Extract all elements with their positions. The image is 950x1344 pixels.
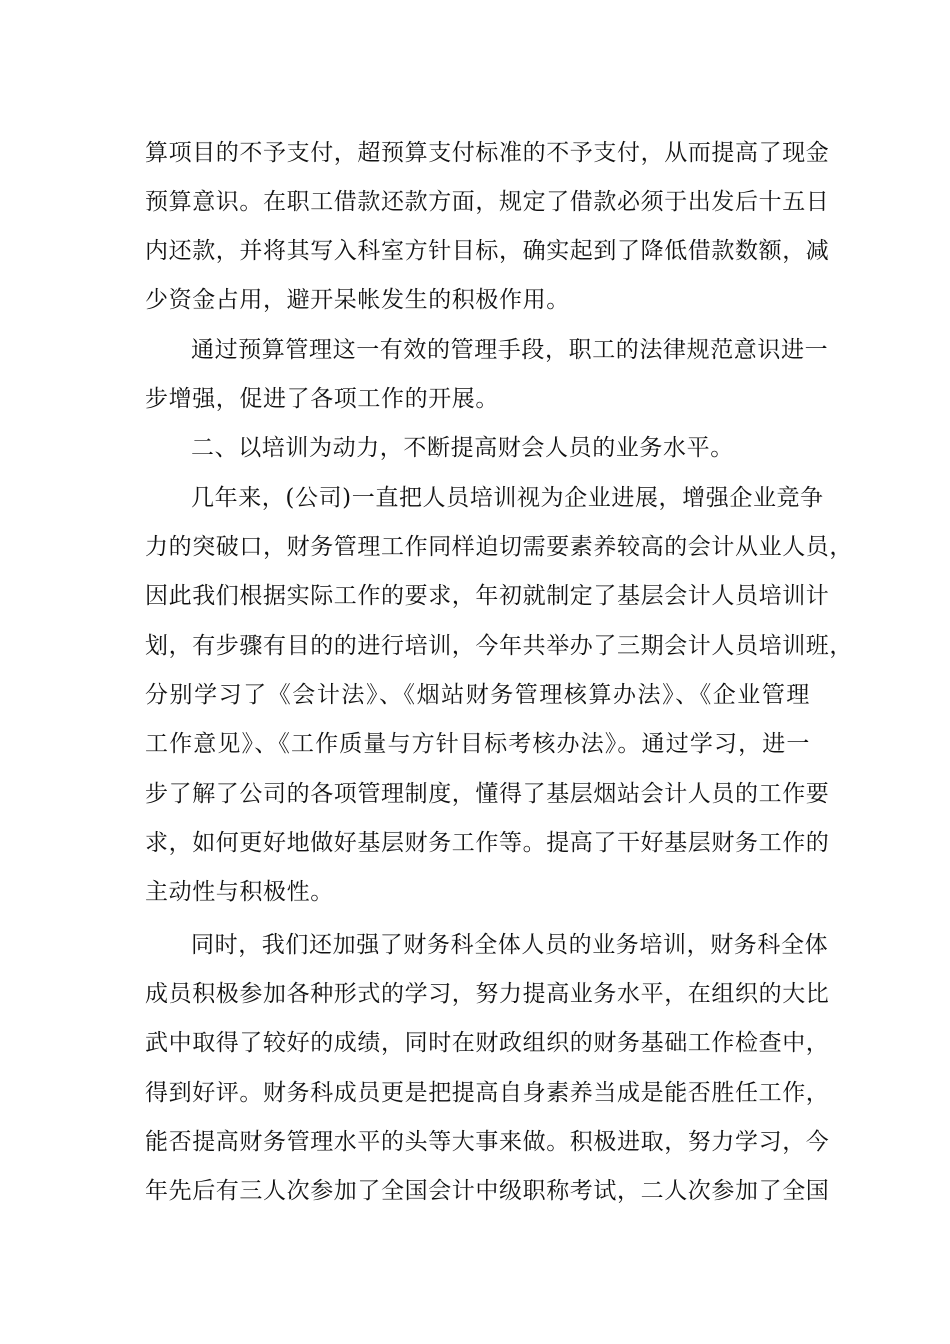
text-line: 预算意识。在职工借款还款方面，规定了借款必须于出发后十五日 <box>145 189 830 215</box>
paragraph-first-line: 几年来，(公司)一直把人员培训视为企业进展，增强企业竞争 <box>191 485 824 511</box>
section-heading: 二、以培训为动力，不断提高财会人员的业务水平。 <box>191 435 734 461</box>
paragraph-first-line: 同时，我们还加强了财务科全体人员的业务培训，财务科全体 <box>191 932 829 958</box>
text-line: 内还款，并将其写入科室方针目标，确实起到了降低借款数额，减 <box>145 238 830 264</box>
text-line: 步了解了公司的各项管理制度，懂得了基层烟站会计人员的工作要 <box>145 781 830 807</box>
paragraph-first-line: 通过预算管理这一有效的管理手段，职工的法律规范意识进一 <box>191 337 829 363</box>
text-line: 主动性与积极性。 <box>145 879 334 905</box>
text-line: 划，有步骤有目的的进行培训，今年共举办了三期会计人员培训班， <box>145 633 853 659</box>
text-line: 步增强，促进了各项工作的开展。 <box>145 386 499 412</box>
text-line: 算项目的不予支付，超预算支付标准的不予支付，从而提高了现金 <box>145 140 830 166</box>
text-line: 少资金占用，避开呆帐发生的积极作用。 <box>145 287 570 313</box>
text-line: 能否提高财务管理水平的头等大事来做。积极进取，努力学习，今 <box>145 1129 830 1155</box>
text-line: 因此我们根据实际工作的要求，年初就制定了基层会计人员培训计 <box>145 583 830 609</box>
text-line: 求，如何更好地做好基层财务工作等。提高了干好基层财务工作的 <box>145 830 830 856</box>
text-line: 武中取得了较好的成绩，同时在财政组织的财务基础工作检查中， <box>145 1030 830 1056</box>
text-line: 工作意见》、《工作质量与方针目标考核办法》。通过学习，进一 <box>145 731 810 757</box>
text-line: 年先后有三人次参加了全国会计中级职称考试，二人次参加了全国 <box>145 1178 830 1204</box>
text-line: 力的突破口，财务管理工作同样迫切需要素养较高的会计从业人员， <box>145 534 853 560</box>
text-line: 得到好评。财务科成员更是把提高自身素养当成是能否胜任工作， <box>145 1080 830 1106</box>
text-line: 分别学习了《会计法》、《烟站财务管理核算办法》、《企业管理 <box>145 682 810 708</box>
text-line: 成员积极参加各种形式的学习，努力提高业务水平，在组织的大比 <box>145 981 830 1007</box>
